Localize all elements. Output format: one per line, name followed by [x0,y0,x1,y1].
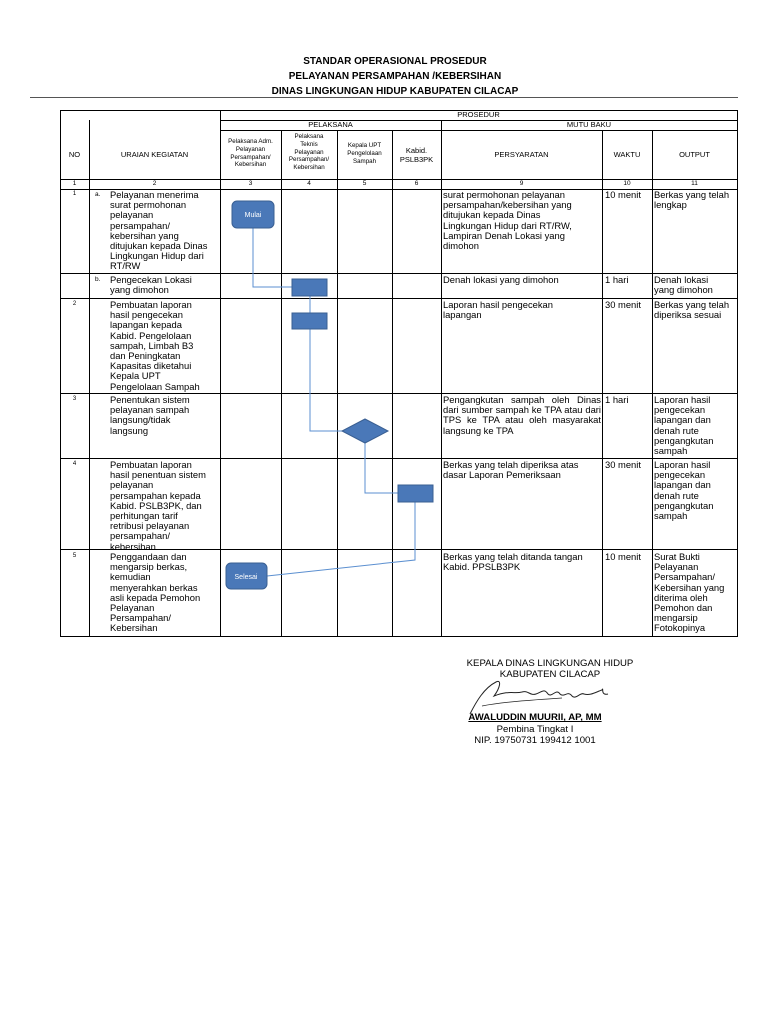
row-sub-letter: b. [95,276,101,283]
header-no: NO [68,150,81,159]
process-box [398,485,433,502]
row-waktu: 1 hari [605,274,629,285]
row-waktu: 30 menit [605,299,641,310]
col-number: 5 [362,180,367,187]
flow-connector [253,228,292,287]
header-prosedur: PROSEDUR [457,110,500,119]
col-number: 4 [307,180,311,187]
col-number: 10 [623,180,631,187]
header-kepala-upt: Kepala UPT Pengelolaan Sampah [347,142,382,165]
row-output: Surat Bukti Pelayanan Persampahan/ Kebersihan yang diterima oleh Pemohon dan mengarsip Fotokopinya [654,551,725,634]
header-pelaksana: PELAKSANA [308,120,353,129]
row-number: 2 [72,301,77,307]
signature-title: KEPALA DINAS LINGKUNGAN HIDUP [466,658,634,669]
decision-diamond [342,419,388,443]
row-number: 1 [72,191,77,197]
row-uraian: Pembuatan laporan hasil pengecekan lapangan kepada Kabid. Pengelolaan sampah, Limbah B3 dan Peningkatan Kapasitas diketahui Kepala UPT Pengelolaan Sampah [110,299,200,392]
process-box [292,313,327,329]
flow-connector [365,442,398,493]
document-subtitle: PELAYANAN PERSAMPAHAN /KEBERSIHAN [288,71,502,82]
start-label: Mulai [244,212,262,219]
flow-connector [310,329,342,431]
col-number: 9 [519,180,524,187]
row-number: 4 [72,461,77,467]
row-waktu: 1 hari [605,394,629,405]
signer-name: AWALUDDIN MUURII, AP, MM [468,712,602,723]
row-number: 3 [72,396,77,402]
row-persyaratan: Berkas yang telah ditanda tangan Kabid. PPSLB3PK [443,551,583,573]
header-waktu: WAKTU [613,150,641,159]
row-uraian: Penentukan sistem pelayanan sampah langsung/tidak langsung [110,394,190,436]
col-number: 1 [72,180,77,187]
header-pelaksana-teknis: Pelaksana Teknis Pelayanan Persampahan/ Kebersihan [288,133,330,172]
header-output: OUTPUT [679,150,710,159]
row-uraian: Pelayanan menerima surat permohonan pelayanan persampahan/ kebersihan yang ditujukan kepada Dinas Lingkungan Hidup dari RT/RW [110,189,208,272]
row-uraian: Pembuatan laporan hasil penentuan sistem pelayanan persampahan kepada Kabid. PSLB3PK, dan perhitungan tarif retribusi pelayanan persampahan/ kebersihan [110,459,206,552]
row-waktu: 30 menit [605,459,641,470]
row-persyaratan: surat permohonan pelayanan persampahan/kebersihan yang ditujukan kepada Dinas Lingkungan Hidup dari RT/RW, Lampiran Denah Lokasi yang dimohon [443,189,572,252]
col-number: 11 [691,180,698,187]
col-number: 3 [248,180,253,187]
row-persyaratan: Berkas yang telah diperiksa atas dasar Laporan Pemeriksaan [443,459,579,481]
row-persyaratan: Pengangkutan sampah oleh Dinas dari sumber sampah ke TPA atau dari TPS ke TPA atau oleh masyarakat langsung ke TPA [443,394,601,436]
row-output: Laporan hasil pengecekan lapangan dan denah rute pengangkutan sampah [654,459,714,522]
row-sub-letter: a. [95,191,101,198]
col-number: 6 [414,180,419,187]
row-waktu: 10 menit [605,551,641,562]
row-output: Denah lokasi yang dimohon [654,274,713,296]
document-title: STANDAR OPERASIONAL PROSEDUR [303,56,487,67]
flow-connectors [253,228,415,576]
header-mutu-baku: MUTU BAKU [566,120,612,129]
row-output: Berkas yang telah lengkap [654,189,730,211]
col-number: 2 [152,180,157,187]
header-pelaksana-adm: Pelaksana Adm. Pelayanan Persampahan/ Kebersihan [228,138,273,169]
document-agency: DINAS LINGKUNGAN HIDUP KABUPATEN CILACAP [271,86,519,97]
header-uraian: URAIAN KEGIATAN [120,150,189,159]
row-output: Berkas yang telah diperiksa sesuai [654,299,730,321]
signature-region: KABUPATEN CILACAP [499,669,601,680]
row-output: Laporan hasil pengecekan lapangan dan denah rute pengangkutan sampah [654,394,714,457]
header-kabid: Kabid. PSLB3PK [399,146,434,164]
signer-nip: NIP. 19750731 199412 1001 [474,735,596,746]
row-number: 5 [72,553,77,559]
header-persyaratan: PERSYARATAN [494,150,549,159]
row-persyaratan: Laporan hasil pengecekan lapangan [443,299,553,321]
signer-rank: Pembina Tingkat I [496,724,574,735]
flow-connector [267,502,415,576]
process-box [292,279,327,296]
row-uraian: Penggandaan dan mengarsip berkas, kemudian menyerahkan berkas asli kepada Pemohon Pelayanan Persampahan/ Kebersihan [110,551,201,634]
row-uraian: Pengecekan Lokasi yang dimohon [110,274,192,296]
row-persyaratan: Denah lokasi yang dimohon [443,274,559,285]
row-waktu: 10 menit [605,189,641,200]
end-label: Selesai [234,574,258,581]
